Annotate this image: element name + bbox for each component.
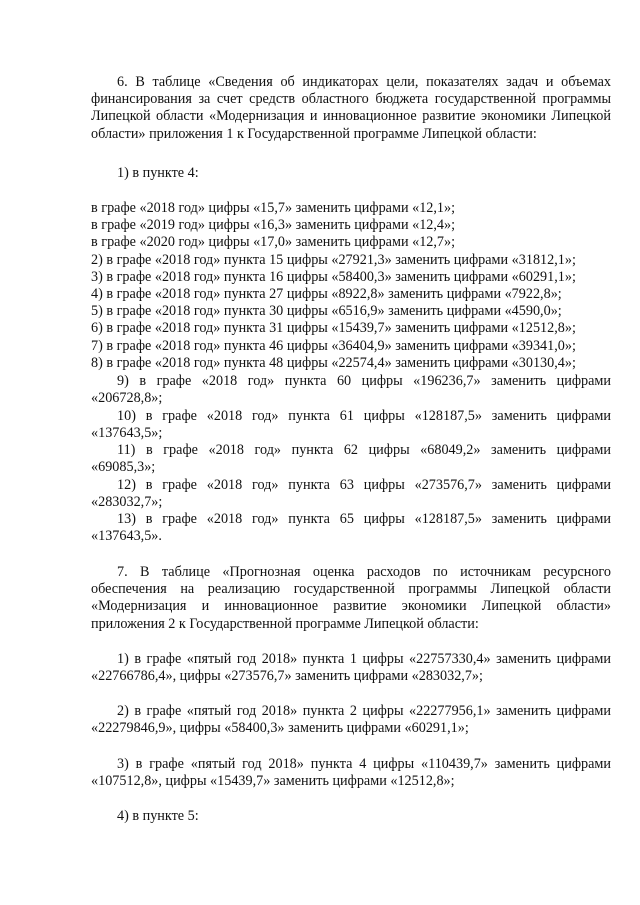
item-1-list — [91, 200, 611, 372]
paragraph-line: 6. В таблице «Сведения об индикаторах цели, показателях задач и объемах — [117, 74, 611, 90]
item-13 — [91, 511, 611, 545]
list-item: 2) в графе «2018 год» пункта 15 цифры «27921,3» заменить цифрами «31812,1»; — [91, 251, 576, 268]
item-9 — [91, 373, 611, 407]
list-item-line: «206728,8»; — [91, 390, 163, 407]
list-item-line: «107512,8», цифры «15439,7» заменить цифрами «12512,8»; — [91, 773, 455, 790]
paragraph-line: обеспечения на реализацию государственной программы Липецкой области — [91, 581, 611, 598]
p7-item-2 — [91, 703, 611, 737]
list-item-line: 4) в пункте 5: — [117, 808, 199, 824]
list-item: 3) в графе «2018 год» пункта 16 цифры «58400,3» заменить цифрами «60291,1»; — [91, 268, 576, 285]
item-10 — [91, 408, 611, 442]
list-item: в графе «2019 год» цифры «16,3» заменить цифрами «12,4»; — [91, 217, 456, 234]
list-item: 5) в графе «2018 год» пункта 30 цифры «6516,9» заменить цифрами «4590,0»; — [91, 303, 562, 320]
list-item-line: «283032,7»; — [91, 494, 163, 511]
list-item: 7) в графе «2018 год» пункта 46 цифры «36404,9» заменить цифрами «39341,0»; — [91, 337, 576, 354]
item-11 — [91, 442, 611, 476]
paragraph-line: Липецкой области «Модернизация и инновационное развитие экономики Липецкой — [91, 108, 611, 125]
list-item-line: 9) в графе «2018 год» пункта 60 цифры «196236,7» заменить цифрами — [117, 373, 611, 389]
list-item: 6) в графе «2018 год» пункта 31 цифры «15439,7» заменить цифрами «12512,8»; — [91, 320, 576, 337]
list-item-line: 12) в графе «2018 год» пункта 63 цифры «273576,7» заменить цифрами — [117, 477, 611, 493]
p7-item-3 — [91, 756, 611, 790]
paragraph-7 — [91, 564, 611, 633]
list-item: 4) в графе «2018 год» пункта 27 цифры «8922,8» заменить цифрами «7922,8»; — [91, 285, 562, 302]
item-1-heading — [91, 165, 611, 182]
list-item-line: 10) в графе «2018 год» пункта 61 цифры «128187,5» заменить цифрами — [117, 408, 611, 424]
list-item-line: 2) в графе «пятый год 2018» пункта 2 цифры «22277956,1» заменить цифрами — [117, 703, 611, 719]
list-item: 8) в графе «2018 год» пункта 48 цифры «22574,4» заменить цифрами «30130,4»; — [91, 354, 576, 371]
paragraph-line: приложения 2 к Государственной программе Липецкой области: — [91, 615, 479, 632]
list-item-line: «137643,5». — [91, 528, 162, 545]
paragraph-line: области» приложения 1 к Государственной программе Липецкой области: — [91, 125, 537, 142]
list-item: в графе «2020 год» цифры «17,0» заменить цифрами «12,7»; — [91, 234, 456, 251]
paragraph-6 — [91, 74, 611, 143]
list-item-line: 13) в графе «2018 год» пункта 65 цифры «128187,5» заменить цифрами — [117, 511, 611, 527]
item-12 — [91, 477, 611, 511]
list-item-line: «22279846,9», цифры «58400,3» заменить цифрами «60291,1»; — [91, 720, 469, 737]
list-item-line: «69085,3»; — [91, 459, 156, 476]
list-item-line: 11) в графе «2018 год» пункта 62 цифры «68049,2» заменить цифрами — [117, 442, 611, 458]
list-item-line: «137643,5»; — [91, 425, 163, 442]
list-item: в графе «2018 год» цифры «15,7» заменить цифрами «12,1»; — [91, 200, 456, 216]
item-heading-text: 1) в пункте 4: — [117, 165, 199, 181]
paragraph-line: «Модернизация и инновационное развитие экономики Липецкой области» — [91, 598, 611, 615]
paragraph-line: финансирования за счет средств областного бюджета государственной программы — [91, 91, 611, 108]
list-item-line: 3) в графе «пятый год 2018» пункта 4 цифры «110439,7» заменить цифрами — [117, 756, 611, 772]
p7-item-4 — [91, 808, 611, 825]
p7-item-1 — [91, 651, 611, 685]
list-item-line: «22766786,4», цифры «273576,7» заменить цифрами «283032,7»; — [91, 668, 483, 685]
paragraph-line: 7. В таблице «Прогнозная оценка расходов по источникам ресурсного — [117, 564, 611, 580]
list-item-line: 1) в графе «пятый год 2018» пункта 1 цифры «22757330,4» заменить цифрами — [117, 651, 611, 667]
